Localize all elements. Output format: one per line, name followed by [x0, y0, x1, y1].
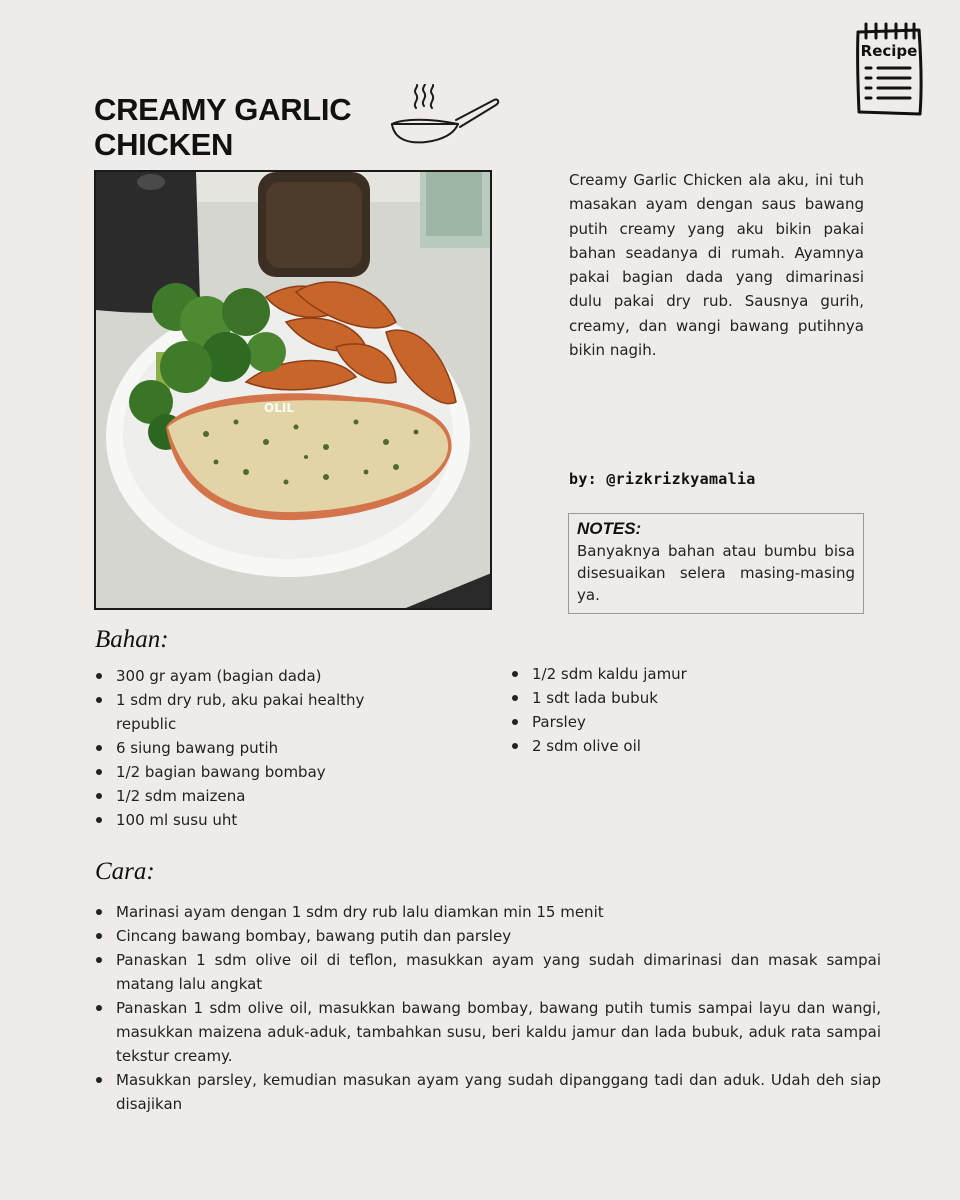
cara-heading: Cara: — [95, 858, 155, 885]
frying-pan-icon — [388, 84, 504, 148]
step-item: Panaskan 1 sdm olive oil, masukkan bawang bombay, bawang putih tumis sampai layu dan wangi, masukkan maizena aduk-aduk, tambahkan susu, beri kaldu jamur dan lada bubuk, aduk rata sampai tekstur creamy. — [94, 996, 881, 1068]
recipe-notepad-icon — [852, 18, 926, 118]
step-item: Panaskan 1 sdm olive oil di teflon, masukkan ayam yang sudah dimarinasi dan masak sampai matang lalu angkat — [94, 948, 881, 996]
step-item: Masukkan parsley, kemudian masukan ayam yang sudah dipanggang tadi dan aduk. Udah deh siap disajikan — [94, 1068, 881, 1116]
author-byline: by: @rizkrizkyamalia — [569, 470, 756, 488]
step-item: Cincang bawang bombay, bawang putih dan parsley — [94, 924, 881, 948]
ingredient-item: 1/2 sdm maizena — [94, 784, 384, 808]
step-item: Marinasi ayam dengan 1 sdm dry rub lalu diamkan min 15 menit — [94, 900, 881, 924]
bahan-heading: Bahan: — [95, 626, 169, 653]
ingredient-item: 100 ml susu uht — [94, 808, 384, 832]
notes-text: Banyaknya bahan atau bumbu bisa disesuaikan selera masing-masing ya. — [577, 542, 855, 604]
ingredient-item: 300 gr ayam (bagian dada) — [94, 664, 384, 688]
ingredient-item: 2 sdm olive oil — [510, 734, 810, 758]
ingredient-list-left — [94, 664, 384, 832]
notes-heading: NOTES: — [577, 519, 642, 538]
food-photo — [94, 170, 492, 610]
page-title: CREAMY GARLIC CHICKEN — [94, 92, 352, 162]
food-photo-illustration — [96, 172, 492, 610]
ingredient-item: 6 siung bawang putih — [94, 736, 384, 760]
ingredient-list-right — [510, 662, 810, 758]
ingredient-item: 1 sdm dry rub, aku pakai healthy republic — [94, 688, 384, 736]
notes-box — [568, 513, 864, 614]
photo-watermark: OLIL — [264, 401, 294, 415]
ingredient-item: 1/2 bagian bawang bombay — [94, 760, 384, 784]
recipe-badge-label: Recipe — [860, 42, 918, 60]
steps-list — [94, 900, 881, 1116]
ingredient-item: 1 sdt lada bubuk — [510, 686, 810, 710]
ingredient-item: Parsley — [510, 710, 810, 734]
ingredient-item: 1/2 sdm kaldu jamur — [510, 662, 810, 686]
intro-paragraph: Creamy Garlic Chicken ala aku, ini tuh masakan ayam dengan saus bawang putih creamy yang aku bikin pakai bahan seadanya di rumah. Ayamnya pakai bagian dada yang dimarinasi dulu pakai dry rub. Sausnya gurih, creamy, dan wangi bawang putihnya bikin nagih. — [569, 171, 864, 360]
